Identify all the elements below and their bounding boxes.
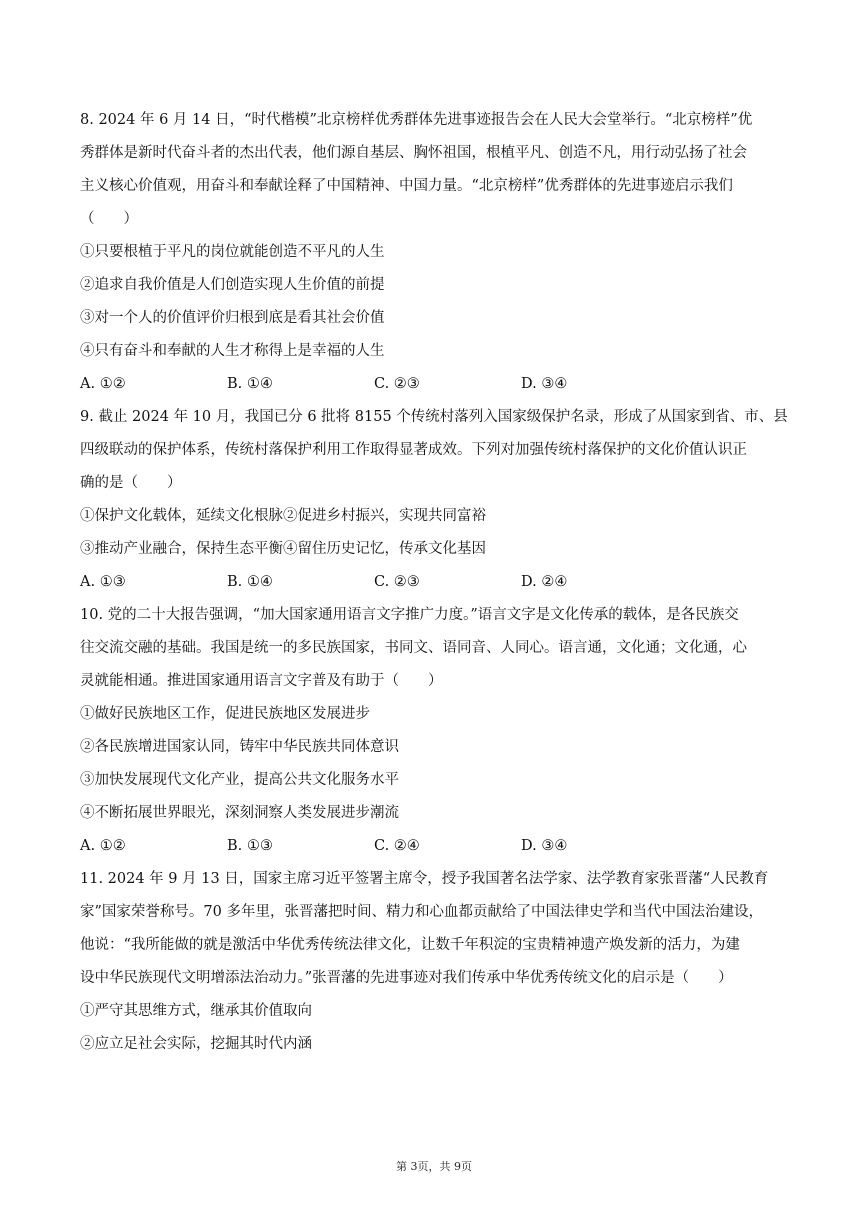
question-stem-line: 确的是（ ） (80, 475, 182, 491)
answer-option: D. ③④ (521, 838, 568, 854)
statement-line: ④不断拓展世界眼光，深刻洞察人类发展进步潮流 (80, 805, 399, 821)
question-stem-line: 8. 2024 年 6 月 14 日，“时代楷模”北京榜样优秀群体先进事迹报告会在人民大会堂举行。“北京榜样”优 (80, 112, 753, 128)
question-stem-line: 设中华民族现代文明增添法治动力。”张晋藩的先进事迹对我们传承中华优秀传统文化的启示是（ ） (80, 970, 733, 986)
answer-options (80, 836, 792, 869)
question-stem-line: 灵就能相通。推进国家通用语言文字普及有助于（ ） (80, 673, 443, 689)
question-content (80, 110, 792, 1067)
question-stem-line: 四级联动的保护体系，传统村落保护利用工作取得显著成效。下列对加强传统村落保护的文化价值认识正 (80, 442, 747, 458)
answer-option: A. ①② (80, 838, 126, 854)
question-stem-line: 10. 党的二十大报告强调，“加大国家通用语言文字推广力度。”语言文字是文化传承的载体，是各民族交 (80, 607, 739, 623)
statement-line: ③推动产业融合，保持生态平衡④留住历史记忆，传承文化基因 (80, 541, 486, 557)
question-stem-line: 主义核心价值观，用奋斗和奉献诠释了中国精神、中国力量。“北京榜样”优秀群体的先进事迹启示我们 (80, 178, 733, 194)
answer-option: A. ①② (80, 376, 126, 392)
question-stem-line: （ ） (80, 211, 138, 227)
question-stem-line: 往交流交融的基础。我国是统一的多民族国家，书同文、语同音、人同心。语言通，文化通；文化通，心 (80, 640, 747, 656)
question-stem-line: 9. 截止 2024 年 10 月，我国已分 6 批将 8155 个传统村落列入国家级保护名录，形成了从国家到省、市、县 (80, 409, 788, 425)
question-block (80, 869, 792, 1067)
question-block (80, 110, 792, 407)
question-block (80, 605, 792, 869)
page-footer: 第 3页，共 9页 (396, 1160, 472, 1173)
answer-option: B. ①④ (227, 574, 273, 590)
question-stem-line: 他说：“我所能做的就是激活中华优秀传统法律文化，让数千年积淀的宝贵精神遗产焕发新的活力，为建 (80, 937, 740, 953)
question-stem-line: 秀群体是新时代奋斗者的杰出代表，他们源自基层、胸怀祖国，根植平凡、创造不凡，用行动弘扬了社会 (80, 145, 747, 161)
statement-line: ④只有奋斗和奉献的人生才称得上是幸福的人生 (80, 343, 385, 359)
answer-options (80, 374, 792, 407)
statement-line: ①严守其思维方式，继承其价值取向 (80, 1003, 312, 1019)
answer-option: C. ②③ (374, 574, 420, 590)
statement-line: ①保护文化载体，延续文化根脉②促进乡村振兴，实现共同富裕 (80, 508, 486, 524)
answer-option: D. ③④ (521, 376, 568, 392)
question-stem-line: 家”国家荣誉称号。70 多年里，张晋藩把时间、精力和心血都贡献给了中国法律史学和当代中国法治建设， (80, 904, 763, 920)
statement-line: ①只要根植于平凡的岗位就能创造不平凡的人生 (80, 244, 385, 260)
answer-option: C. ②④ (374, 838, 420, 854)
statement-line: ②追求自我价值是人们创造实现人生价值的前提 (80, 277, 385, 293)
answer-options (80, 572, 792, 605)
statement-line: ③加快发展现代文化产业，提高公共文化服务水平 (80, 772, 399, 788)
statement-line: ③对一个人的价值评价归根到底是看其社会价值 (80, 310, 385, 326)
statement-line: ①做好民族地区工作，促进民族地区发展进步 (80, 706, 370, 722)
answer-option: C. ②③ (374, 376, 420, 392)
answer-option: B. ①④ (227, 376, 273, 392)
answer-option: D. ②④ (521, 574, 568, 590)
answer-option: A. ①③ (80, 574, 126, 590)
question-block (80, 407, 792, 605)
answer-option: B. ①③ (227, 838, 273, 854)
statement-line: ②应立足社会实际，挖掘其时代内涵 (80, 1036, 312, 1052)
statement-line: ②各民族增进国家认同，铸牢中华民族共同体意识 (80, 739, 399, 755)
question-stem-line: 11. 2024 年 9 月 13 日，国家主席习近平签署主席令，授予我国著名法学家、法学教育家张晋藩“人民教育 (80, 871, 769, 887)
